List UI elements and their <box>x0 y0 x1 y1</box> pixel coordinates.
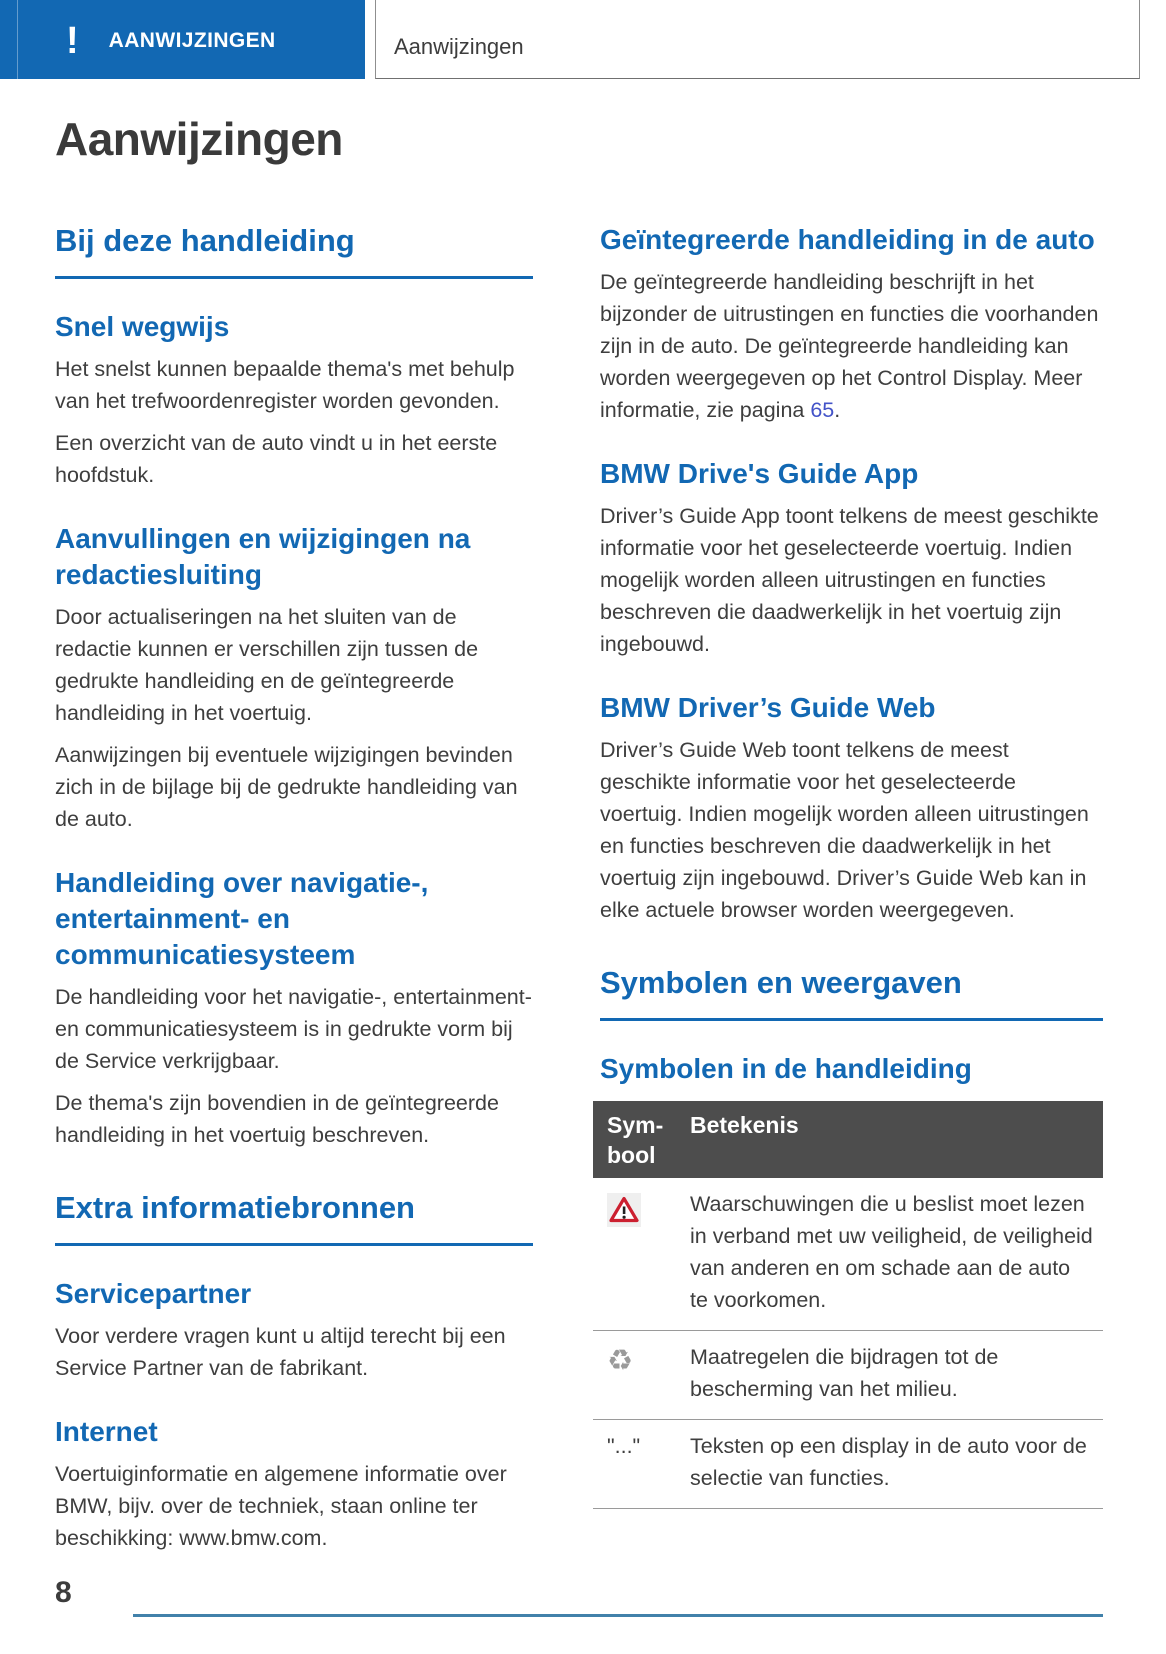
subheading-handleiding-over: Handleiding over navigatie-, entertainment- en communicatiesysteem <box>55 867 429 970</box>
subheading-aanvullingen: Aanvullingen en wijzigingen na redactiesluiting <box>55 523 471 590</box>
subheading-drivers-guide-app: BMW Drive's Guide App <box>600 458 919 489</box>
footer-rule <box>133 1614 1103 1617</box>
display-text-symbol: "..." <box>607 1434 641 1458</box>
table-row <box>593 1420 1103 1509</box>
chapter-label: AANWIJZINGEN <box>108 28 276 52</box>
paragraph: Driver’s Guide App toont telkens de meest geschikte informatie voor het geselecteerde voertuig. Indien mogelijk worden alleen uitrustingen en functies beschreven die daadwerkelijk in het voertuig zijn ingebouwd. <box>600 504 1099 656</box>
right-column <box>600 222 1103 1509</box>
table-row <box>593 1178 1103 1331</box>
subheading-snel-wegwijs: Snel wegwijs <box>55 311 230 342</box>
paragraph: Een overzicht van de auto vindt u in het eerste hoofdstuk. <box>55 431 498 487</box>
left-column <box>55 222 533 1564</box>
paragraph-text: . <box>834 398 841 422</box>
page-tab <box>375 0 1140 79</box>
exclamation-icon: ! <box>66 19 79 62</box>
subheading-geintegreerde-handleiding: Geïntegreerde handleiding in de auto <box>600 224 1095 255</box>
subheading-internet: Internet <box>55 1416 158 1447</box>
symbol-meaning: Maatregelen die bijdragen tot de bescherming van het milieu. <box>690 1331 1103 1420</box>
section-heading-bij-deze-handleiding: Bij deze handleiding <box>55 222 533 279</box>
table-row <box>593 1331 1103 1420</box>
paragraph: Aanwijzingen bij eventuele wijzigingen bevinden zich in de bijlage bij de gedrukte handleiding van de auto. <box>55 743 518 831</box>
page-tab-label: Aanwijzingen <box>394 33 524 59</box>
page-number: 8 <box>55 1576 72 1609</box>
paragraph: De thema's zijn bovendien in de geïntegreerde handleiding in het voertuig beschreven. <box>55 1091 499 1147</box>
paragraph: De handleiding voor het navigatie-, entertainment- en communicatiesysteem is in gedrukte vorm bij de Service verkrijgbaar. <box>55 985 532 1073</box>
paragraph <box>600 266 1103 426</box>
page-title: Aanwijzingen <box>55 113 343 165</box>
recycle-icon: ♻ <box>607 1343 633 1377</box>
paragraph: Driver’s Guide Web toont telkens de meest geschikte informatie voor het geselecteerde voertuig. Indien mogelijk worden alleen uitrustingen en functies beschreven die daadwerkelijk in het voertuig zijn ingebouwd. Driver’s Guide Web kan in elke actuele browser worden weergegeven. <box>600 738 1089 922</box>
page-65-link[interactable]: 65 <box>810 398 835 422</box>
paragraph: Door actualiseringen na het sluiten van de redactie kunnen er verschillen zijn tussen de gedrukte handleiding en de geïntegreerde handleiding in het voertuig. <box>55 605 479 725</box>
paragraph: Voertuiginformatie en algemene informatie over BMW, bijv. over de techniek, staan online ter beschikking: www.bmw.com. <box>55 1462 507 1550</box>
chapter-header-bar <box>0 0 365 79</box>
symbol-meaning: Teksten op een display in de auto voor de selectie van functies. <box>690 1420 1103 1509</box>
paragraph: Het snelst kunnen bepaalde thema's met behulp van het trefwoordenregister worden gevonden. <box>55 357 515 413</box>
section-heading-symbolen-en-weergaven: Symbolen en weergaven <box>600 964 1103 1021</box>
column-header-symbol: Sym- bool <box>593 1101 690 1178</box>
subheading-symbolen-in-de-handleiding: Symbolen in de handleiding <box>600 1053 972 1084</box>
table-header-row <box>593 1101 1103 1178</box>
paragraph: Voor verdere vragen kunt u altijd terecht bij een Service Partner van de fabrikant. <box>55 1324 506 1380</box>
bar-divider <box>17 0 18 79</box>
symbols-table <box>593 1101 1103 1509</box>
subheading-servicepartner: Servicepartner <box>55 1278 252 1309</box>
symbol-meaning: Waarschuwingen die u beslist moet lezen in verband met uw veiligheid, de veiligheid van anderen en om schade aan de auto te voorkomen. <box>690 1192 1093 1312</box>
subheading-drivers-guide-web: BMW Driver’s Guide Web <box>600 692 936 723</box>
warning-triangle-icon <box>607 1193 641 1227</box>
column-header-meaning: Betekenis <box>690 1101 1103 1178</box>
section-heading-extra-informatiebronnen: Extra informatiebronnen <box>55 1189 533 1246</box>
paragraph-text: De geïntegreerde handleiding beschrijft in het bijzonder de uitrustingen en functies die voorhanden zijn in de auto. De geïntegreerde handleiding kan worden weergegeven op het Control Display. Meer informatie, zie pagina <box>600 270 1099 422</box>
